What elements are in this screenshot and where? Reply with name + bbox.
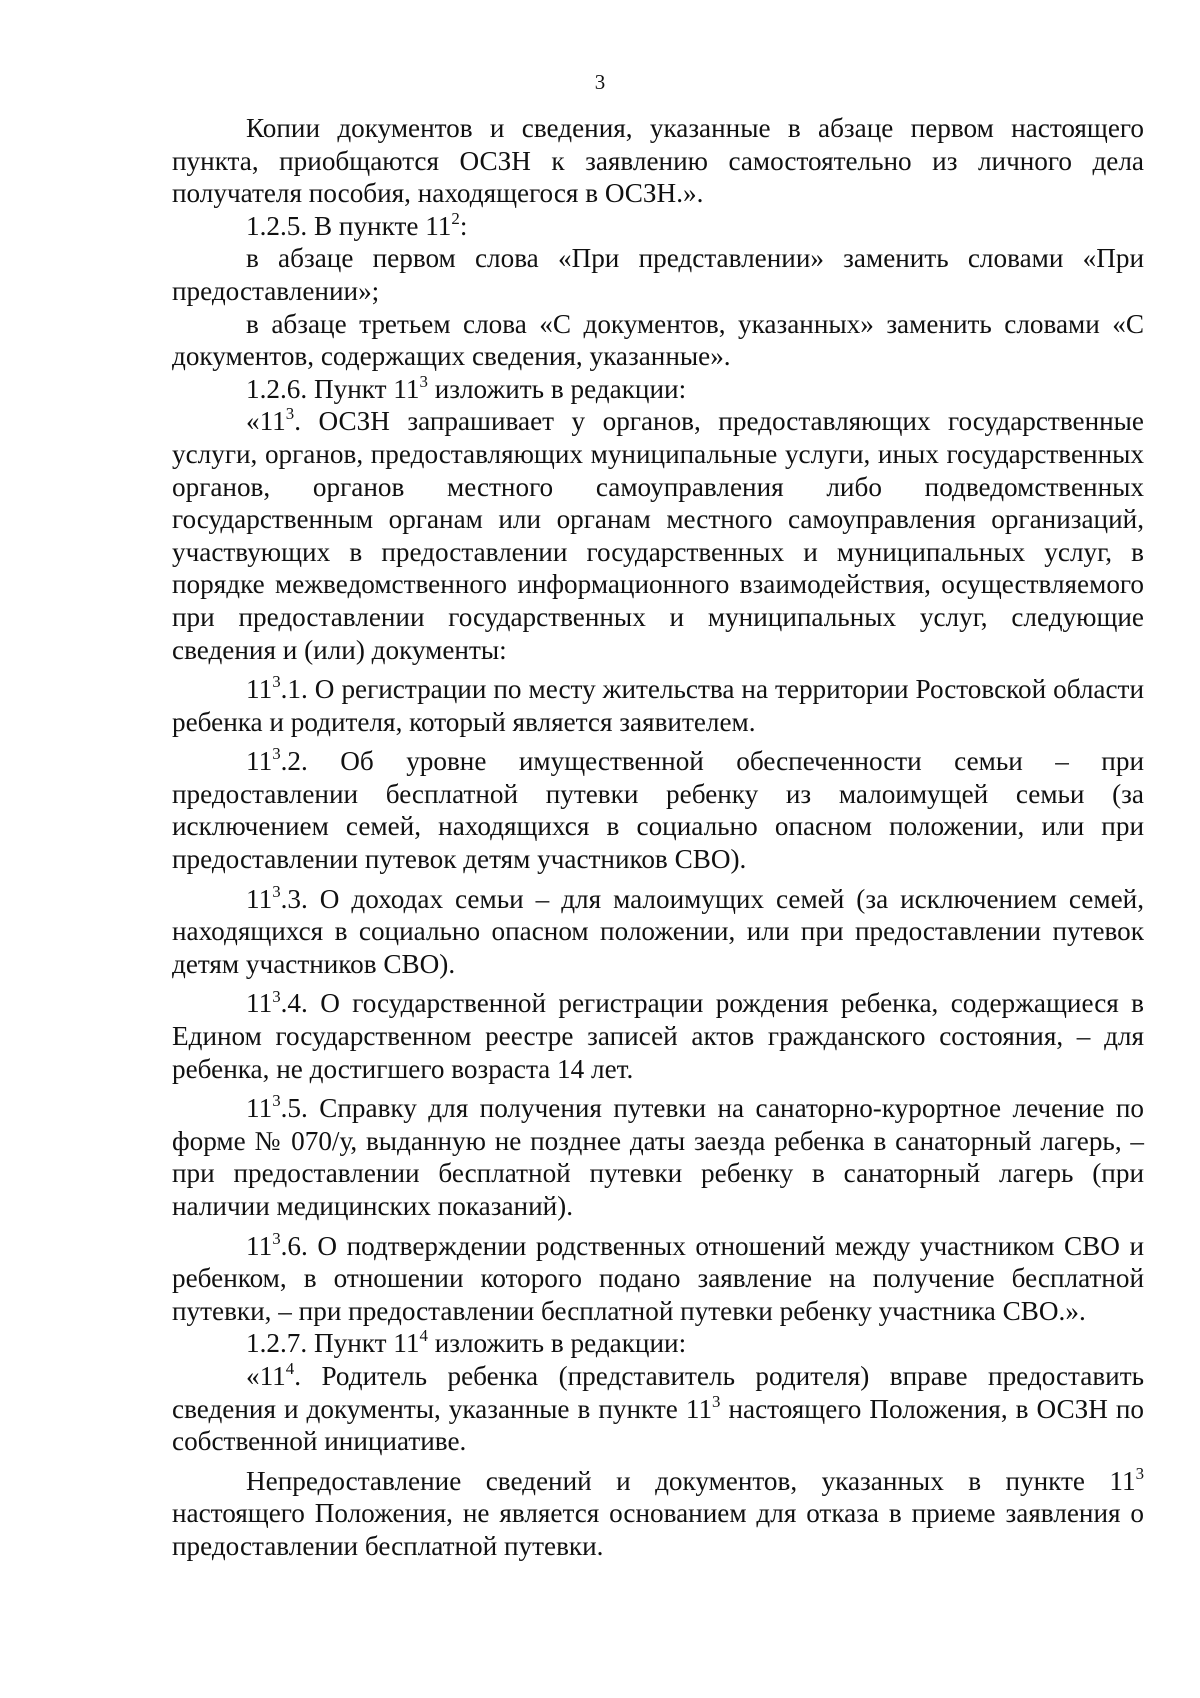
superscript: 3 [712, 1391, 721, 1411]
paragraph-p12: $11^3.6$. О подтверждении родственных отношений между участником СВО и ребенком, в отношении которого подано заявление на получение бесплатной путевки, – при предоставлении бесплатной путевки ребенку участника СВО.». [172, 1228, 1144, 1326]
superscript: 3 [272, 1091, 281, 1111]
superscript: 4 [285, 1359, 295, 1379]
paragraph-p4: в абзаце третьем слова «С документов, указанных» заменить словами «С документов, содержащих сведения, указанные». [172, 308, 1144, 372]
paragraph-p7: $11^3.1$. О регистрации по месту жительства на территории Ростовской области ребенка и родителя, который является заявителем. [172, 672, 1144, 737]
paragraph-p8: $11^3.2$. Об уровне имущественной обеспеченности семьи – при предоставлении бесплатной путевки ребенку из малоимущей семьи (за исключением семей, находящихся в социально опасном положении, или при предоставлении путевок детям участников СВО). [172, 744, 1144, 875]
document-body [172, 112, 1144, 1563]
superscript: 3 [419, 371, 428, 391]
paragraph-p6: «$11^3$. ОСЗН запрашивает у органов, предоставляющих государственные услуги, органов, предоставляющих муниципальные услуги, иных государственных органов, органов местного самоуправления либо подведомственных государственным органам или органам местного самоуправления организаций, участвующих в предоставлении государственных и муниципальных услуг, в порядке межведомственного информационного взаимодействия, осуществляемого при предоставлении государственных и муниципальных услуг, следующие сведения и (или) документы: [172, 404, 1144, 665]
paragraph-p1: Копии документов и сведения, указанные в абзаце первом настоящего пункта, приобщаются ОСЗН к заявлению самостоятельно из личного дела получателя пособия, находящегося в ОСЗН.». [172, 113, 1144, 209]
paragraph-p14: «$11^4$. Родитель ребенка (представитель родителя) вправе предоставить сведения и документы, указанные в пункте $11^3$ настоящего Положения, в ОСЗН по собственной инициативе. [172, 1359, 1144, 1457]
page-number: 3 [594, 70, 606, 94]
superscript: 3 [272, 881, 281, 901]
paragraph-p9: $11^3.3$. О доходах семьи – для малоимущих семей (за исключением семей, находящихся в социально опасном положении, или при предоставлении путевок детям участников СВО). [172, 881, 1144, 979]
paragraph-p15: Непредоставление сведений и документов, указанных в пункте $11^3$ настоящего Положения, не является основанием для отказа в приеме заявления о предоставлении бесплатной путевки. [172, 1463, 1144, 1561]
superscript: 2 [451, 208, 460, 228]
paragraph-p5: 1.2.6. Пункт $11^3$ изложить в редакции: [246, 371, 687, 404]
superscript: 3 [285, 404, 295, 424]
superscript: 3 [272, 672, 281, 692]
superscript: 3 [272, 1228, 281, 1248]
superscript: 3 [272, 986, 281, 1006]
superscript: 3 [272, 744, 281, 764]
paragraph-p11: $11^3.5$. Справку для получения путевки на санаторно-курортное лечение по форме № 070/у, выданную не позднее даты заезда ребенка в санаторный лагерь, – при предоставлении бесплатной путевки ребенку в санаторный лагерь (при наличии медицинских показаний). [172, 1091, 1144, 1221]
superscript: 3 [1135, 1463, 1144, 1483]
paragraph-p2: 1.2.5. В пункте $11^2$: [246, 208, 468, 241]
paragraph-p3: в абзаце первом слова «При представлении» заменить словами «При предоставлении»; [172, 243, 1144, 306]
paragraph-p13: 1.2.7. Пункт $11^4$ изложить в редакции: [246, 1326, 687, 1359]
paragraph-p10: $11^3.4$. О государственной регистрации рождения ребенка, содержащиеся в Едином государственном реестре записей актов гражданского состояния, – для ребенка, не достигшего возраста 14 лет. [172, 986, 1144, 1084]
superscript: 4 [419, 1326, 428, 1346]
